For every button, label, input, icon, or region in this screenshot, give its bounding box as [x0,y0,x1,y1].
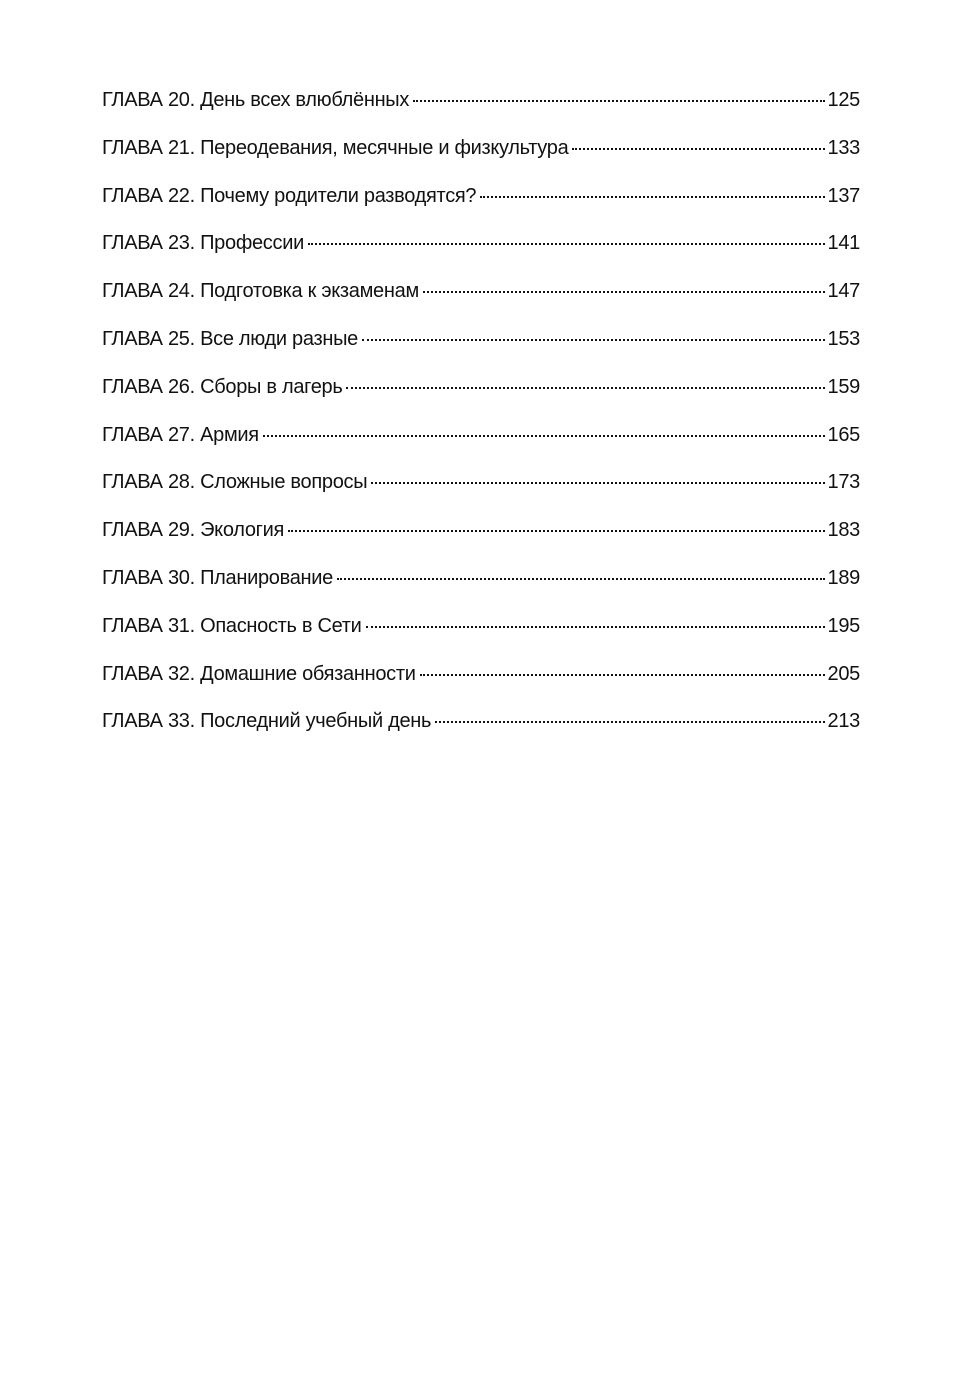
toc-entry-title: ГЛАВА 28. Сложные вопросы [102,471,368,494]
toc-entry-page-number: 153 [827,327,860,350]
toc-entry-page-number: 137 [827,184,860,207]
toc-dot-leader [263,435,825,437]
toc-entry-page-number: 173 [827,471,860,494]
toc-dot-leader [413,100,824,102]
toc-entry-page-number: 141 [827,232,860,255]
toc-entry-title: ГЛАВА 32. Домашние обязанности [102,662,416,685]
toc-entry-page-number: 189 [827,566,860,589]
toc-entry-title: ГЛАВА 24. Подготовка к экзаменам [102,280,419,303]
toc-entry-title: ГЛАВА 22. Почему родители разводятся? [102,184,477,207]
toc-dot-leader [435,721,824,723]
toc-entry [102,128,860,176]
toc-entry-title: ГЛАВА 21. Переодевания, месячные и физкультура [102,136,569,159]
toc-dot-leader [346,387,824,389]
toc-entry [102,606,860,654]
toc-entry [102,80,860,128]
toc-entry-page-number: 147 [827,280,860,303]
toc-dot-leader [308,243,825,245]
toc-dot-leader [572,148,824,150]
toc-entry [102,462,860,510]
toc-dot-leader [366,626,825,628]
toc-entry [102,415,860,463]
toc-entry [102,223,860,271]
toc-entry-page-number: 213 [827,710,860,733]
toc-dot-leader [288,530,824,532]
toc-entry-page-number: 195 [827,614,860,637]
toc-entry-page-number: 165 [827,423,860,446]
toc-entry-page-number: 205 [827,662,860,685]
toc-entry-page-number: 183 [827,519,860,542]
toc-dot-leader [362,339,825,341]
toc-dot-leader [423,291,825,293]
toc-entry-title: ГЛАВА 27. Армия [102,423,259,446]
table-of-contents [102,80,860,749]
toc-entry [102,271,860,319]
toc-entry [102,510,860,558]
toc-entry-title: ГЛАВА 29. Экология [102,519,285,542]
toc-dot-leader [480,196,824,198]
toc-entry [102,654,860,702]
toc-entry [102,176,860,224]
toc-entry-title: ГЛАВА 25. Все люди разные [102,327,358,350]
toc-entry-title: ГЛАВА 20. День всех влюблённых [102,89,410,111]
toc-entry [102,319,860,367]
toc-entry-page-number: 159 [827,375,860,398]
toc-entry-title: ГЛАВА 33. Последний учебный день [102,710,432,733]
toc-dot-leader [337,578,825,580]
toc-entry-title: ГЛАВА 26. Сборы в лагерь [102,375,343,398]
toc-entry-title: ГЛАВА 30. Планирование [102,566,333,589]
toc-entry [102,558,860,606]
toc-entry-title: ГЛАВА 31. Опасность в Сети [102,614,362,637]
toc-dot-leader [371,482,824,484]
toc-entry [102,701,860,749]
toc-entry-page-number: 133 [827,136,860,159]
toc-entry [102,367,860,415]
toc-entry-page-number: 125 [827,89,860,111]
toc-entry-title: ГЛАВА 23. Профессии [102,232,304,255]
toc-dot-leader [420,674,825,676]
